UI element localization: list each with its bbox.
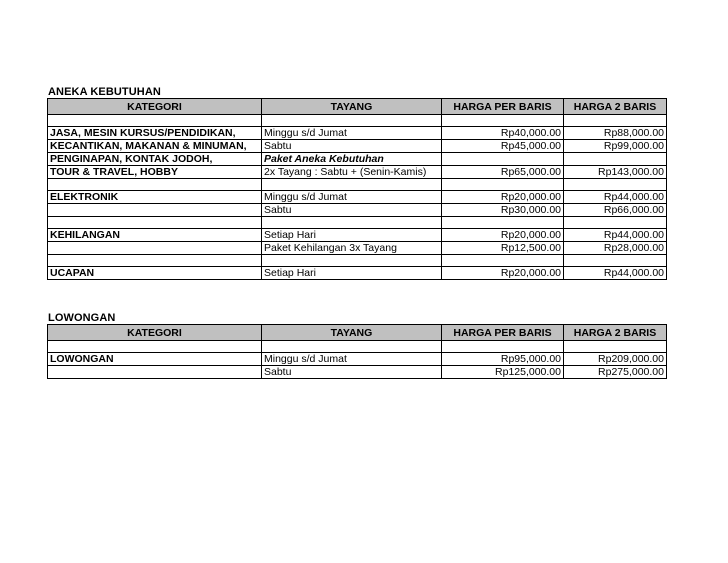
table-row (48, 153, 667, 166)
cell-harga-per-baris (442, 153, 564, 166)
spacer-row (48, 217, 667, 229)
table-row (48, 267, 667, 280)
cell-harga-per-baris: Rp125,000.00 (442, 366, 564, 379)
cell-harga-per-baris: Rp20,000.00 (442, 267, 564, 280)
cell-harga-per-baris: Rp20,000.00 (442, 229, 564, 242)
cell-kategori: JASA, MESIN KURSUS/PENDIDIKAN, (48, 127, 262, 140)
section-title-lowongan: LOWONGAN (48, 312, 116, 324)
cell-tayang: Sabtu (262, 204, 442, 217)
spacer-row (48, 255, 667, 267)
cell-tayang: Setiap Hari (262, 267, 442, 280)
cell-tayang: Sabtu (262, 366, 442, 379)
cell-harga-2-baris: Rp99,000.00 (564, 140, 667, 153)
cell-harga-per-baris: Rp95,000.00 (442, 353, 564, 366)
header-harga-per-baris: HARGA PER BARIS (442, 325, 564, 341)
header-harga-2-baris: HARGA 2 BARIS (564, 99, 667, 115)
spacer-row (48, 341, 667, 353)
cell-kategori: TOUR & TRAVEL, HOBBY (48, 166, 262, 179)
cell-harga-2-baris: Rp66,000.00 (564, 204, 667, 217)
cell-tayang: Minggu s/d Jumat (262, 353, 442, 366)
cell-harga-per-baris: Rp12,500.00 (442, 242, 564, 255)
cell-harga-per-baris: Rp40,000.00 (442, 127, 564, 140)
cell-harga-per-baris: Rp20,000.00 (442, 191, 564, 204)
cell-kategori: ELEKTRONIK (48, 191, 262, 204)
cell-kategori (48, 366, 262, 379)
cell-kategori: KECANTIKAN, MAKANAN & MINUMAN, (48, 140, 262, 153)
cell-tayang: Minggu s/d Jumat (262, 191, 442, 204)
cell-harga-2-baris: Rp44,000.00 (564, 229, 667, 242)
cell-harga-2-baris: Rp44,000.00 (564, 191, 667, 204)
cell-tayang: 2x Tayang : Sabtu + (Senin-Kamis) (262, 166, 442, 179)
cell-harga-2-baris: Rp275,000.00 (564, 366, 667, 379)
cell-harga-per-baris: Rp65,000.00 (442, 166, 564, 179)
cell-tayang: Setiap Hari (262, 229, 442, 242)
cell-harga-2-baris (564, 153, 667, 166)
cell-kategori: LOWONGAN (48, 353, 262, 366)
cell-kategori: PENGINAPAN, KONTAK JODOH, (48, 153, 262, 166)
cell-tayang: Paket Aneka Kebutuhan (262, 153, 442, 166)
cell-tayang: Paket Kehilangan 3x Tayang (262, 242, 442, 255)
cell-harga-2-baris: Rp143,000.00 (564, 166, 667, 179)
header-kategori: KATEGORI (48, 325, 262, 341)
header-tayang: TAYANG (262, 325, 442, 341)
cell-kategori: UCAPAN (48, 267, 262, 280)
table-row (48, 204, 667, 217)
table-row (48, 166, 667, 179)
cell-harga-per-baris: Rp45,000.00 (442, 140, 564, 153)
table-header-row (48, 325, 667, 341)
lowongan-table (47, 324, 667, 379)
cell-tayang: Minggu s/d Jumat (262, 127, 442, 140)
table-row (48, 140, 667, 153)
cell-tayang: Sabtu (262, 140, 442, 153)
table-header-row (48, 99, 667, 115)
cell-harga-2-baris: Rp88,000.00 (564, 127, 667, 140)
cell-kategori (48, 242, 262, 255)
cell-kategori (48, 204, 262, 217)
header-harga-2-baris: HARGA 2 BARIS (564, 325, 667, 341)
table-row (48, 191, 667, 204)
cell-harga-2-baris: Rp28,000.00 (564, 242, 667, 255)
table-row (48, 353, 667, 366)
table-row (48, 242, 667, 255)
table-row (48, 127, 667, 140)
aneka-kebutuhan-table (47, 98, 667, 280)
cell-kategori: KEHILANGAN (48, 229, 262, 242)
spacer-row (48, 179, 667, 191)
table-row (48, 366, 667, 379)
header-tayang: TAYANG (262, 99, 442, 115)
table-row (48, 229, 667, 242)
cell-harga-2-baris: Rp209,000.00 (564, 353, 667, 366)
spacer-row (48, 115, 667, 127)
header-harga-per-baris: HARGA PER BARIS (442, 99, 564, 115)
section-title-aneka-kebutuhan: ANEKA KEBUTUHAN (48, 86, 161, 98)
cell-harga-2-baris: Rp44,000.00 (564, 267, 667, 280)
cell-harga-per-baris: Rp30,000.00 (442, 204, 564, 217)
header-kategori: KATEGORI (48, 99, 262, 115)
